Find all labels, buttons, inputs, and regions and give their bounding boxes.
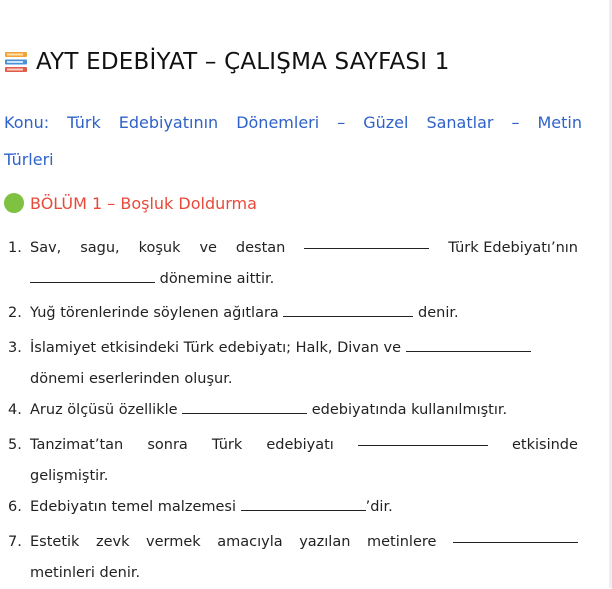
question-word: yazılan bbox=[299, 534, 351, 550]
question-text: Türk Edebiyatı’nın bbox=[448, 240, 578, 256]
question-number: 3. bbox=[8, 340, 22, 356]
question-number: 6. bbox=[8, 499, 22, 515]
question-number: 5. bbox=[8, 437, 22, 453]
question-word: koşuk bbox=[138, 240, 181, 256]
question-7-line-1 bbox=[8, 527, 578, 558]
question-word: Türk bbox=[211, 437, 243, 453]
question-6 bbox=[8, 492, 578, 523]
question-word: destan bbox=[235, 240, 286, 256]
question-text: Yuğ törenlerinde söylenen ağıtlara bbox=[30, 305, 279, 321]
topic-line-2: Türleri bbox=[4, 150, 54, 169]
question-word: Estetik bbox=[30, 534, 80, 550]
question-7-line-2: metinleri denir. bbox=[30, 565, 141, 581]
question-word: vermek bbox=[146, 534, 201, 550]
question-7 bbox=[8, 527, 578, 589]
question-number: 7. bbox=[8, 534, 22, 550]
books-icon bbox=[4, 50, 28, 74]
title-row bbox=[4, 44, 450, 80]
question-word: sonra bbox=[147, 437, 188, 453]
green-circle-icon bbox=[4, 193, 24, 213]
answer-blank[interactable] bbox=[304, 233, 429, 249]
section-heading bbox=[4, 190, 257, 216]
question-text: İslamiyet etkisindeki Türk edebiyatı; Halk, Divan ve bbox=[30, 340, 402, 356]
answer-blank[interactable] bbox=[30, 267, 155, 283]
question-3 bbox=[8, 333, 578, 395]
answer-blank[interactable] bbox=[406, 336, 531, 352]
section-title: BÖLÜM 1 – Boşluk Doldurma bbox=[30, 193, 257, 213]
question-number: 2. bbox=[8, 305, 22, 321]
question-word: amacıyla bbox=[217, 534, 283, 550]
question-word: ve bbox=[199, 240, 217, 256]
question-word: metinlere bbox=[366, 534, 437, 550]
topic-line-1: Konu: Türk Edebiyatının Dönemleri – Güzel Sanatlar – Metin bbox=[4, 113, 582, 132]
question-number: 1. bbox=[8, 240, 22, 256]
question-3-line-2: dönemi eserlerinden oluşur. bbox=[30, 371, 233, 387]
topic-text bbox=[4, 104, 582, 178]
question-text: Aruz ölçüsü özellikle bbox=[30, 402, 178, 418]
question-word: Sav, bbox=[30, 240, 62, 256]
question-5 bbox=[8, 430, 578, 492]
answer-blank[interactable] bbox=[358, 430, 488, 446]
question-5-line-1 bbox=[8, 430, 578, 461]
question-text: edebiyatında kullanılmıştır. bbox=[311, 402, 508, 418]
question-1 bbox=[8, 233, 578, 295]
question-text: denir. bbox=[418, 305, 459, 321]
answer-blank[interactable] bbox=[283, 301, 413, 317]
question-5-line-2: gelişmiştir. bbox=[30, 468, 109, 484]
question-text: etkisinde bbox=[512, 437, 578, 453]
question-1-line-2 bbox=[8, 264, 578, 295]
question-word: Tanzimat’tan bbox=[30, 437, 124, 453]
question-1-line-1 bbox=[8, 233, 578, 264]
question-word: edebiyatı bbox=[266, 437, 334, 453]
question-2 bbox=[8, 298, 578, 329]
answer-blank[interactable] bbox=[241, 495, 366, 511]
question-text: ’dir. bbox=[365, 499, 393, 515]
answer-blank[interactable] bbox=[182, 398, 307, 414]
question-text: dönemine aittir. bbox=[159, 271, 275, 287]
question-4 bbox=[8, 395, 578, 426]
question-text: Edebiyatın temel malzemesi bbox=[30, 499, 236, 515]
page-title: AYT EDEBİYAT – ÇALIŞMA SAYFASI 1 bbox=[36, 49, 450, 75]
answer-blank[interactable] bbox=[453, 527, 578, 543]
question-word: sagu, bbox=[80, 240, 120, 256]
question-word: zevk bbox=[95, 534, 130, 550]
question-number: 4. bbox=[8, 402, 22, 418]
